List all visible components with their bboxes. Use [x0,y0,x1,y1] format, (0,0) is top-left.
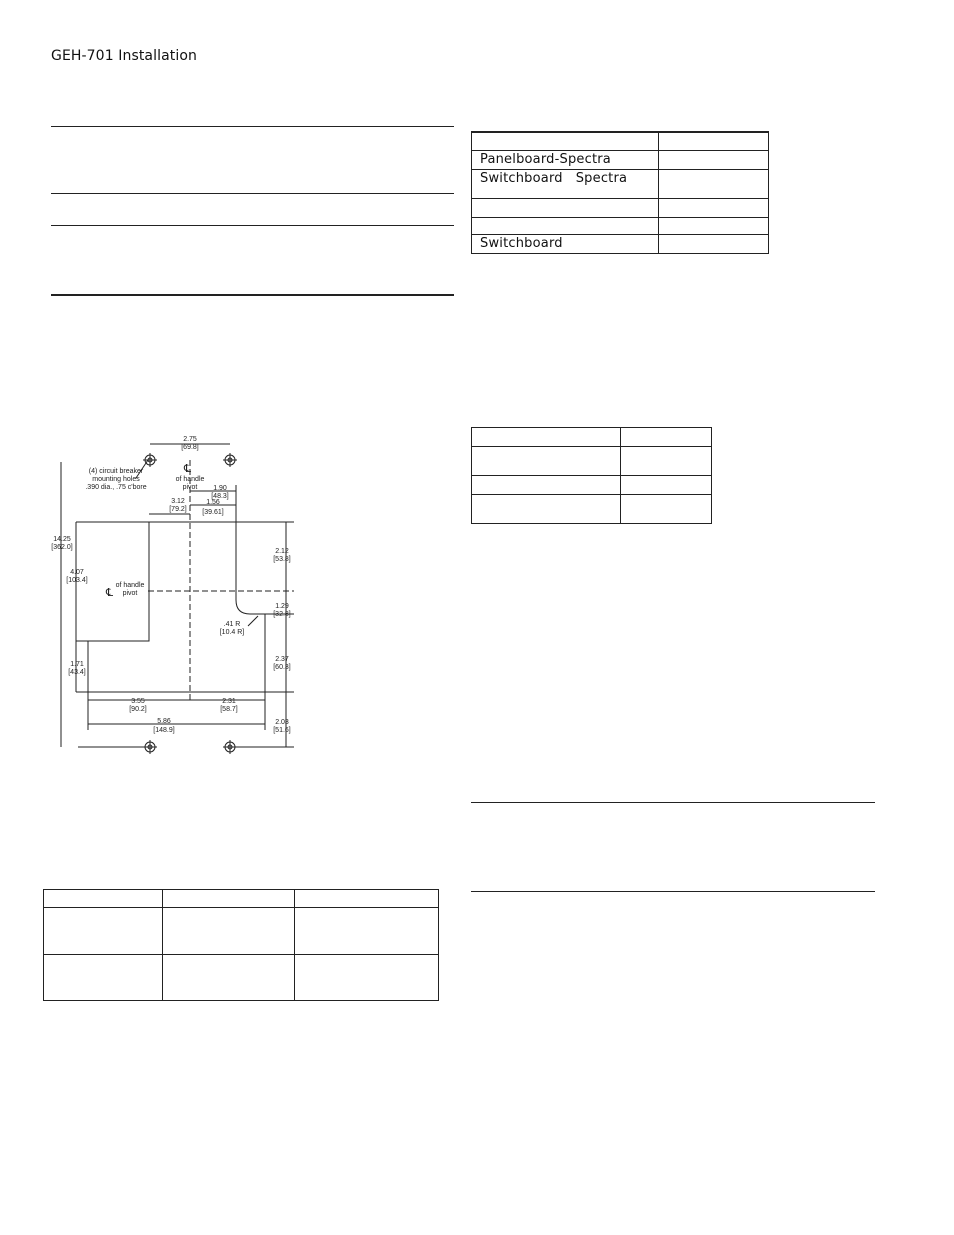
dim-label: [32.8] [273,611,291,618]
dim-label: 1.71 [70,661,84,668]
leader-radius [248,616,258,626]
dim-label: 5.86 [157,718,171,725]
extension-lines [76,522,149,692]
centerline-icon: ℄ [184,463,192,475]
dim-label: 2.03 [275,719,289,726]
mounting-hole-icon [223,453,237,467]
table-cell: Switchboard [472,235,659,254]
table-cell [659,199,769,218]
note-label: .390 dia., .75 c'bore [85,484,147,491]
table-cell [659,151,769,170]
table-cell [163,890,295,908]
table-cell [295,908,439,955]
table-cell [163,908,295,955]
table-cell [621,476,712,495]
dim-label: [39.61] [202,509,224,516]
mounting-hole-icon [223,740,237,754]
note-label: pivot [122,590,138,597]
dim-label: [58.7] [220,706,238,713]
note-label: (4) circuit breaker [88,468,144,475]
table-cell [472,218,659,235]
table-cell [44,890,163,908]
table-cell [621,495,712,524]
dim-label: [51.6] [273,727,291,734]
dim-label: [10.4 R] [219,629,245,636]
dim-label: [103.4] [66,577,88,584]
table-cell [472,199,659,218]
table-cell [472,495,621,524]
table-row [472,476,712,495]
table-cell [295,890,439,908]
dim-label: [148.9] [153,727,175,734]
table-cell [44,955,163,1001]
section-rule [51,126,454,127]
table-cell [163,955,295,1001]
section-rule [471,891,875,892]
table-cell [621,447,712,476]
table-cell [659,235,769,254]
section-rule [51,225,454,226]
table-cell [295,955,439,1001]
equipment-table [471,131,769,254]
note-label: mounting holes [92,476,140,483]
table-cell [44,908,163,955]
dim-label: [60.3] [273,664,291,671]
table-row [472,218,769,235]
dim-label: 2.12 [275,548,289,555]
table-row [44,955,439,1001]
table-cell [472,447,621,476]
table-cell: Panelboard-Spectra [472,151,659,170]
table-cell [472,428,621,447]
dim-line-586 [88,692,265,730]
section-rule [51,193,454,194]
note-label: of handle [115,582,145,589]
table-row [472,199,769,218]
mounting-table [43,889,439,1001]
dim-label: [53.8] [273,556,291,563]
dim-label: [79.2] [169,506,187,513]
table-cell [621,428,712,447]
note-label: pivot [182,484,198,491]
table-cell [472,476,621,495]
table-cell [659,132,769,151]
dim-label: 1.56 [206,499,220,506]
table-cell [659,218,769,235]
dim-label: [362.0] [51,544,73,551]
centerline-icon: ℄ [106,587,114,599]
dim-label: 2.37 [275,656,289,663]
table-row [472,235,769,254]
specification-table [471,427,712,524]
dim-label: 2.31 [222,698,236,705]
section-rule [471,802,875,803]
section-rule [51,294,454,296]
table-row [472,495,712,524]
dim-label: 2.75 [183,436,197,443]
table-row [44,908,439,955]
table-cell [472,132,659,151]
table-row [44,890,439,908]
table-row [472,447,712,476]
note-label: of handle [175,476,205,483]
dim-label: 14.25 [53,536,71,543]
dim-label: 3.55 [131,698,145,705]
table-row [472,428,712,447]
table-row [472,170,769,199]
cutout-drawing [48,430,308,760]
dim-label: 1.90 [213,485,227,492]
dim-label: .41 R [223,621,241,628]
table-row [472,151,769,170]
dim-label: 1.29 [275,603,289,610]
document-header: GEH-701 Installation [51,48,197,64]
dim-label: [69.8] [181,444,199,451]
dim-label: 3.12 [171,498,185,505]
dim-label: [43.4] [68,669,86,676]
dim-label: [90.2] [129,706,147,713]
dim-label: [48.3] [211,493,229,500]
table-row [472,132,769,151]
cutout-outline [88,522,265,692]
table-cell: Switchboard Spectra [472,170,659,199]
table-cell [659,170,769,199]
mounting-hole-icon [143,740,157,754]
dim-label: 4.07 [70,569,84,576]
extension-lines [78,522,294,747]
